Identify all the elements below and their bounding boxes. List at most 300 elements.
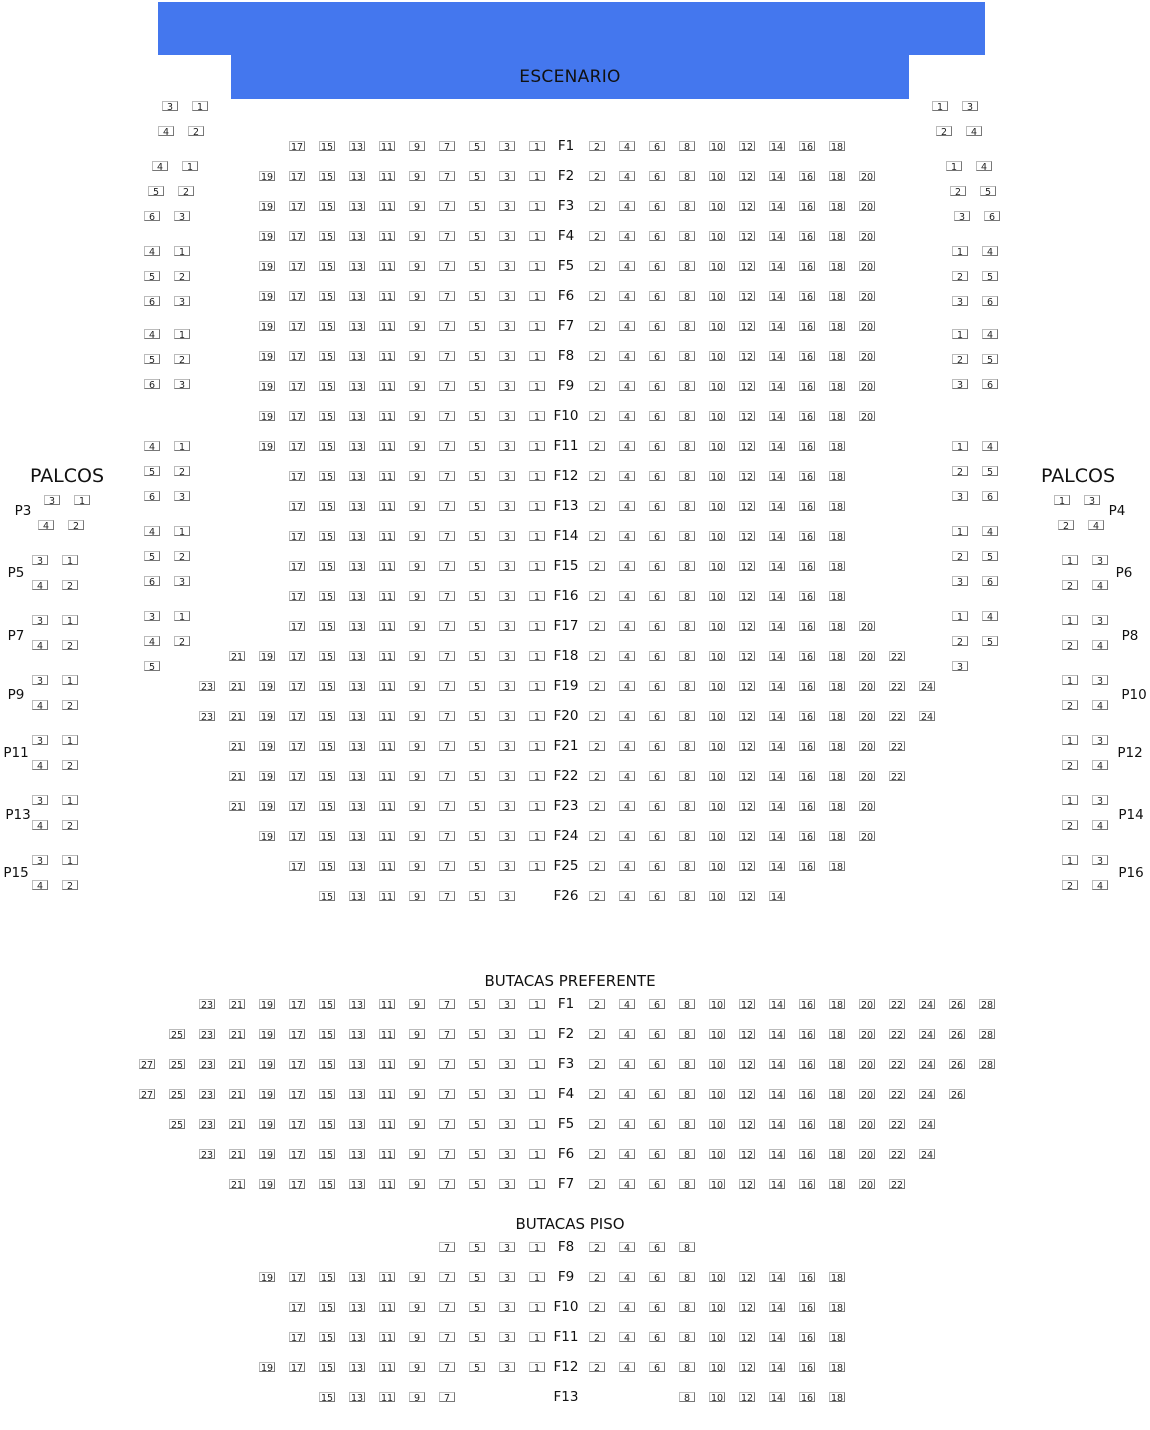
piso-seat[interactable]: 5	[469, 1242, 485, 1252]
preferente-seat[interactable]: 10	[710, 1060, 724, 1071]
platea-seat[interactable]: 1	[529, 351, 545, 361]
platea-seat[interactable]: 1	[529, 201, 545, 211]
platea-seat[interactable]: 15	[320, 712, 334, 723]
platea-seat[interactable]: 13	[350, 862, 364, 873]
platea-seat[interactable]: 12	[740, 142, 754, 153]
platea-seat[interactable]: 9	[409, 381, 425, 391]
platea-seat[interactable]: 5	[469, 861, 485, 871]
platea-seat[interactable]: 11	[380, 472, 394, 483]
platea-seat[interactable]: 16	[800, 142, 814, 153]
platea-seat[interactable]: 11	[380, 772, 394, 783]
platea-seat[interactable]: 3	[499, 291, 515, 301]
platea-seat[interactable]: 6	[649, 621, 665, 631]
platea-seat[interactable]: 1	[529, 681, 545, 691]
piso-seat[interactable]: 11	[380, 1363, 394, 1374]
piso-seat[interactable]: 4	[619, 1302, 635, 1312]
preferente-seat[interactable]: 15	[320, 1180, 334, 1191]
platea-seat[interactable]: 5	[469, 141, 485, 151]
platea-seat[interactable]: 7	[439, 561, 455, 571]
platea-seat[interactable]: 5	[469, 501, 485, 511]
piso-seat[interactable]: 8	[679, 1332, 695, 1342]
platea-seat[interactable]: 7	[439, 621, 455, 631]
preferente-seat[interactable]: 12	[740, 1090, 754, 1101]
platea-seat[interactable]: 1	[529, 591, 545, 601]
piso-seat[interactable]: 14	[770, 1363, 784, 1374]
platea-seat[interactable]: 20	[860, 682, 874, 693]
platea-seat[interactable]: 7	[439, 141, 455, 151]
platea-seat[interactable]: 1	[529, 471, 545, 481]
side-seat-left[interactable]: 5	[144, 466, 160, 476]
platea-seat[interactable]: 7	[439, 321, 455, 331]
platea-seat[interactable]: 10	[710, 202, 724, 213]
platea-seat[interactable]: 8	[679, 891, 695, 901]
platea-seat[interactable]: 22	[890, 712, 904, 723]
platea-seat[interactable]: 15	[320, 802, 334, 813]
platea-seat[interactable]: 4	[619, 471, 635, 481]
platea-seat[interactable]: 17	[290, 532, 304, 543]
platea-seat[interactable]: 9	[409, 201, 425, 211]
piso-seat[interactable]: 6	[649, 1242, 665, 1252]
platea-seat[interactable]: 13	[350, 652, 364, 663]
platea-seat[interactable]: 12	[740, 652, 754, 663]
platea-seat[interactable]: 12	[740, 232, 754, 243]
side-seat-left[interactable]: 5	[148, 186, 164, 196]
platea-seat[interactable]: 8	[679, 531, 695, 541]
side-seat-left[interactable]: 1	[182, 161, 198, 171]
palco-seat-left[interactable]: 2	[62, 760, 78, 770]
preferente-seat[interactable]: 3	[499, 1119, 515, 1129]
platea-seat[interactable]: 13	[350, 892, 364, 903]
platea-seat[interactable]: 6	[649, 501, 665, 511]
preferente-seat[interactable]: 10	[710, 1030, 724, 1041]
palco-seat-right[interactable]: 3	[1092, 735, 1108, 745]
platea-seat[interactable]: 17	[290, 442, 304, 453]
side-seat-right[interactable]: 4	[982, 611, 998, 621]
platea-seat[interactable]: 14	[770, 442, 784, 453]
piso-seat[interactable]: 1	[529, 1332, 545, 1342]
platea-seat[interactable]: 6	[649, 711, 665, 721]
platea-seat[interactable]: 1	[529, 711, 545, 721]
piso-seat[interactable]: 12	[740, 1333, 754, 1344]
side-seat-right[interactable]: 6	[982, 296, 998, 306]
platea-seat[interactable]: 4	[619, 861, 635, 871]
preferente-seat[interactable]: 15	[320, 1030, 334, 1041]
platea-seat[interactable]: 14	[770, 742, 784, 753]
platea-seat[interactable]: 13	[350, 292, 364, 303]
platea-seat[interactable]: 6	[649, 471, 665, 481]
side-seat-left[interactable]: 1	[174, 441, 190, 451]
platea-seat[interactable]: 18	[830, 592, 844, 603]
side-seat-left[interactable]: 4	[144, 329, 160, 339]
platea-seat[interactable]: 10	[710, 262, 724, 273]
platea-seat[interactable]: 17	[290, 142, 304, 153]
platea-seat[interactable]: 15	[320, 862, 334, 873]
preferente-seat[interactable]: 2	[589, 1089, 605, 1099]
platea-seat[interactable]: 19	[260, 802, 274, 813]
platea-seat[interactable]: 13	[350, 832, 364, 843]
platea-seat[interactable]: 15	[320, 292, 334, 303]
preferente-seat[interactable]: 28	[980, 1060, 994, 1071]
preferente-seat[interactable]: 22	[890, 1150, 904, 1161]
piso-seat[interactable]: 9	[409, 1392, 425, 1402]
palco-seat-right[interactable]: 1	[1062, 795, 1078, 805]
platea-seat[interactable]: 6	[649, 741, 665, 751]
platea-seat[interactable]: 7	[439, 171, 455, 181]
platea-seat[interactable]: 9	[409, 261, 425, 271]
palco-seat-right[interactable]: 1	[1062, 735, 1078, 745]
platea-seat[interactable]: 15	[320, 322, 334, 333]
platea-seat[interactable]: 3	[499, 501, 515, 511]
side-seat-left[interactable]: 4	[152, 161, 168, 171]
platea-seat[interactable]: 9	[409, 291, 425, 301]
preferente-seat[interactable]: 2	[589, 1029, 605, 1039]
platea-seat[interactable]: 16	[800, 802, 814, 813]
platea-seat[interactable]: 8	[679, 141, 695, 151]
side-seat-right[interactable]: 1	[946, 161, 962, 171]
platea-seat[interactable]: 11	[380, 622, 394, 633]
preferente-seat[interactable]: 6	[649, 999, 665, 1009]
preferente-seat[interactable]: 23	[200, 1120, 214, 1131]
platea-seat[interactable]: 12	[740, 622, 754, 633]
side-seat-right[interactable]: 2	[952, 636, 968, 646]
platea-seat[interactable]: 15	[320, 442, 334, 453]
side-seat-right[interactable]: 5	[982, 354, 998, 364]
preferente-seat[interactable]: 6	[649, 1089, 665, 1099]
preferente-seat[interactable]: 16	[800, 1180, 814, 1191]
platea-seat[interactable]: 11	[380, 682, 394, 693]
platea-seat[interactable]: 2	[589, 801, 605, 811]
preferente-seat[interactable]: 8	[679, 1179, 695, 1189]
platea-seat[interactable]: 18	[830, 712, 844, 723]
platea-seat[interactable]: 15	[320, 682, 334, 693]
piso-seat[interactable]: 8	[679, 1392, 695, 1402]
side-seat-right[interactable]: 4	[982, 441, 998, 451]
preferente-seat[interactable]: 14	[770, 1180, 784, 1191]
preferente-seat[interactable]: 16	[800, 1120, 814, 1131]
platea-seat[interactable]: 19	[260, 172, 274, 183]
palco-seat-right[interactable]: 3	[1092, 795, 1108, 805]
preferente-seat[interactable]: 5	[469, 1059, 485, 1069]
platea-seat[interactable]: 3	[499, 411, 515, 421]
piso-seat[interactable]: 4	[619, 1272, 635, 1282]
preferente-seat[interactable]: 11	[380, 1180, 394, 1191]
preferente-seat[interactable]: 5	[469, 1029, 485, 1039]
platea-seat[interactable]: 5	[469, 441, 485, 451]
platea-seat[interactable]: 18	[830, 262, 844, 273]
platea-seat[interactable]: 9	[409, 411, 425, 421]
platea-seat[interactable]: 14	[770, 322, 784, 333]
platea-seat[interactable]: 18	[830, 862, 844, 873]
platea-seat[interactable]: 8	[679, 681, 695, 691]
platea-seat[interactable]: 5	[469, 381, 485, 391]
platea-seat[interactable]: 12	[740, 202, 754, 213]
palco-seat-left[interactable]: 2	[62, 640, 78, 650]
palco-seat-right[interactable]: 4	[1088, 520, 1104, 530]
platea-seat[interactable]: 7	[439, 381, 455, 391]
platea-seat[interactable]: 3	[499, 621, 515, 631]
platea-seat[interactable]: 5	[469, 591, 485, 601]
palco-seat-right[interactable]: 2	[1062, 580, 1078, 590]
platea-seat[interactable]: 6	[649, 651, 665, 661]
preferente-seat[interactable]: 14	[770, 1120, 784, 1131]
platea-seat[interactable]: 4	[619, 171, 635, 181]
preferente-seat[interactable]: 22	[890, 1000, 904, 1011]
platea-seat[interactable]: 20	[860, 352, 874, 363]
platea-seat[interactable]: 11	[380, 142, 394, 153]
piso-seat[interactable]: 4	[619, 1332, 635, 1342]
platea-seat[interactable]: 2	[589, 651, 605, 661]
preferente-seat[interactable]: 19	[260, 1180, 274, 1191]
side-seat-left[interactable]: 3	[144, 611, 160, 621]
platea-seat[interactable]: 12	[740, 262, 754, 273]
platea-seat[interactable]: 1	[529, 411, 545, 421]
preferente-seat[interactable]: 9	[409, 1089, 425, 1099]
platea-seat[interactable]: 9	[409, 621, 425, 631]
platea-seat[interactable]: 15	[320, 772, 334, 783]
platea-seat[interactable]: 14	[770, 772, 784, 783]
preferente-seat[interactable]: 8	[679, 999, 695, 1009]
platea-seat[interactable]: 17	[290, 502, 304, 513]
platea-seat[interactable]: 7	[439, 711, 455, 721]
platea-seat[interactable]: 7	[439, 801, 455, 811]
platea-seat[interactable]: 20	[860, 322, 874, 333]
platea-seat[interactable]: 5	[469, 351, 485, 361]
platea-seat[interactable]: 3	[499, 201, 515, 211]
side-seat-left[interactable]: 2	[174, 551, 190, 561]
piso-seat[interactable]: 6	[649, 1302, 665, 1312]
piso-seat[interactable]: 1	[529, 1362, 545, 1372]
piso-seat[interactable]: 12	[740, 1363, 754, 1374]
platea-seat[interactable]: 1	[529, 561, 545, 571]
preferente-seat[interactable]: 24	[920, 1150, 934, 1161]
platea-seat[interactable]: 5	[469, 801, 485, 811]
side-seat-left[interactable]: 4	[144, 246, 160, 256]
piso-seat[interactable]: 14	[770, 1303, 784, 1314]
platea-seat[interactable]: 13	[350, 592, 364, 603]
preferente-seat[interactable]: 13	[350, 1030, 364, 1041]
preferente-seat[interactable]: 20	[860, 1060, 874, 1071]
platea-seat[interactable]: 5	[469, 171, 485, 181]
platea-seat[interactable]: 14	[770, 352, 784, 363]
side-seat-left[interactable]: 2	[188, 126, 204, 136]
side-seat-right[interactable]: 3	[952, 296, 968, 306]
preferente-seat[interactable]: 16	[800, 1090, 814, 1101]
platea-seat[interactable]: 13	[350, 412, 364, 423]
preferente-seat[interactable]: 1	[529, 999, 545, 1009]
side-seat-left[interactable]: 2	[178, 186, 194, 196]
platea-seat[interactable]: 3	[499, 471, 515, 481]
piso-seat[interactable]: 16	[800, 1363, 814, 1374]
preferente-seat[interactable]: 21	[230, 1060, 244, 1071]
preferente-seat[interactable]: 3	[499, 999, 515, 1009]
side-seat-right[interactable]: 1	[932, 101, 948, 111]
preferente-seat[interactable]: 13	[350, 1180, 364, 1191]
preferente-seat[interactable]: 22	[890, 1030, 904, 1041]
platea-seat[interactable]: 2	[589, 441, 605, 451]
platea-seat[interactable]: 11	[380, 202, 394, 213]
preferente-seat[interactable]: 11	[380, 1150, 394, 1161]
piso-seat[interactable]: 7	[439, 1242, 455, 1252]
palco-seat-right[interactable]: 4	[1092, 760, 1108, 770]
platea-seat[interactable]: 16	[800, 652, 814, 663]
piso-seat[interactable]: 8	[679, 1272, 695, 1282]
platea-seat[interactable]: 2	[589, 741, 605, 751]
piso-seat[interactable]: 6	[649, 1362, 665, 1372]
palco-seat-right[interactable]: 2	[1062, 820, 1078, 830]
preferente-seat[interactable]: 10	[710, 1120, 724, 1131]
piso-seat[interactable]: 5	[469, 1362, 485, 1372]
side-seat-left[interactable]: 6	[144, 379, 160, 389]
platea-seat[interactable]: 9	[409, 711, 425, 721]
preferente-seat[interactable]: 17	[290, 1150, 304, 1161]
platea-seat[interactable]: 9	[409, 861, 425, 871]
platea-seat[interactable]: 1	[529, 741, 545, 751]
platea-seat[interactable]: 5	[469, 651, 485, 661]
preferente-seat[interactable]: 10	[710, 1180, 724, 1191]
platea-seat[interactable]: 17	[290, 802, 304, 813]
platea-seat[interactable]: 10	[710, 712, 724, 723]
platea-seat[interactable]: 4	[619, 591, 635, 601]
platea-seat[interactable]: 14	[770, 232, 784, 243]
platea-seat[interactable]: 3	[499, 711, 515, 721]
preferente-seat[interactable]: 21	[230, 1180, 244, 1191]
platea-seat[interactable]: 16	[800, 742, 814, 753]
platea-seat[interactable]: 2	[589, 501, 605, 511]
preferente-seat[interactable]: 6	[649, 1179, 665, 1189]
platea-seat[interactable]: 12	[740, 772, 754, 783]
preferente-seat[interactable]: 24	[920, 1030, 934, 1041]
platea-seat[interactable]: 6	[649, 201, 665, 211]
platea-seat[interactable]: 10	[710, 292, 724, 303]
piso-seat[interactable]: 13	[350, 1303, 364, 1314]
platea-seat[interactable]: 5	[469, 891, 485, 901]
platea-seat[interactable]: 16	[800, 322, 814, 333]
palco-seat-right[interactable]: 2	[1062, 700, 1078, 710]
palco-seat-left[interactable]: 1	[62, 855, 78, 865]
preferente-seat[interactable]: 26	[950, 1000, 964, 1011]
palco-seat-left[interactable]: 1	[62, 675, 78, 685]
platea-seat[interactable]: 22	[890, 772, 904, 783]
palco-seat-left[interactable]: 3	[32, 555, 48, 565]
preferente-seat[interactable]: 4	[619, 1149, 635, 1159]
palco-seat-left[interactable]: 4	[32, 880, 48, 890]
platea-seat[interactable]: 17	[290, 772, 304, 783]
platea-seat[interactable]: 19	[260, 322, 274, 333]
preferente-seat[interactable]: 28	[980, 1030, 994, 1041]
preferente-seat[interactable]: 27	[140, 1060, 154, 1071]
platea-seat[interactable]: 16	[800, 232, 814, 243]
palco-seat-right[interactable]: 3	[1092, 555, 1108, 565]
platea-seat[interactable]: 10	[710, 352, 724, 363]
platea-seat[interactable]: 2	[589, 141, 605, 151]
palco-seat-left[interactable]: 2	[62, 820, 78, 830]
palco-seat-left[interactable]: 4	[32, 700, 48, 710]
platea-seat[interactable]: 8	[679, 201, 695, 211]
platea-seat[interactable]: 15	[320, 412, 334, 423]
preferente-seat[interactable]: 9	[409, 1119, 425, 1129]
platea-seat[interactable]: 12	[740, 442, 754, 453]
piso-seat[interactable]: 16	[800, 1333, 814, 1344]
platea-seat[interactable]: 11	[380, 442, 394, 453]
preferente-seat[interactable]: 12	[740, 1000, 754, 1011]
platea-seat[interactable]: 18	[830, 322, 844, 333]
platea-seat[interactable]: 6	[649, 891, 665, 901]
side-seat-left[interactable]: 6	[144, 296, 160, 306]
platea-seat[interactable]: 12	[740, 382, 754, 393]
platea-seat[interactable]: 11	[380, 502, 394, 513]
platea-seat[interactable]: 9	[409, 741, 425, 751]
platea-seat[interactable]: 11	[380, 652, 394, 663]
platea-seat[interactable]: 12	[740, 172, 754, 183]
platea-seat[interactable]: 11	[380, 232, 394, 243]
preferente-seat[interactable]: 26	[950, 1090, 964, 1101]
platea-seat[interactable]: 10	[710, 562, 724, 573]
platea-seat[interactable]: 19	[260, 442, 274, 453]
platea-seat[interactable]: 16	[800, 532, 814, 543]
platea-seat[interactable]: 17	[290, 682, 304, 693]
side-seat-left[interactable]: 5	[144, 354, 160, 364]
platea-seat[interactable]: 9	[409, 351, 425, 361]
platea-seat[interactable]: 14	[770, 622, 784, 633]
platea-seat[interactable]: 8	[679, 561, 695, 571]
platea-seat[interactable]: 9	[409, 441, 425, 451]
platea-seat[interactable]: 5	[469, 261, 485, 271]
platea-seat[interactable]: 6	[649, 141, 665, 151]
palco-seat-right[interactable]: 4	[1092, 580, 1108, 590]
preferente-seat[interactable]: 10	[710, 1090, 724, 1101]
platea-seat[interactable]: 1	[529, 381, 545, 391]
preferente-seat[interactable]: 12	[740, 1180, 754, 1191]
piso-seat[interactable]: 2	[589, 1272, 605, 1282]
platea-seat[interactable]: 12	[740, 592, 754, 603]
palco-seat-left[interactable]: 2	[68, 520, 84, 530]
palco-seat-left[interactable]: 4	[38, 520, 54, 530]
preferente-seat[interactable]: 20	[860, 1180, 874, 1191]
platea-seat[interactable]: 12	[740, 502, 754, 513]
platea-seat[interactable]: 18	[830, 772, 844, 783]
platea-seat[interactable]: 2	[589, 171, 605, 181]
preferente-seat[interactable]: 9	[409, 1179, 425, 1189]
platea-seat[interactable]: 5	[469, 621, 485, 631]
platea-seat[interactable]: 6	[649, 381, 665, 391]
platea-seat[interactable]: 6	[649, 771, 665, 781]
preferente-seat[interactable]: 23	[200, 1150, 214, 1161]
platea-seat[interactable]: 15	[320, 382, 334, 393]
palco-seat-left[interactable]: 2	[62, 880, 78, 890]
piso-seat[interactable]: 11	[380, 1273, 394, 1284]
piso-seat[interactable]: 18	[830, 1363, 844, 1374]
platea-seat[interactable]: 10	[710, 322, 724, 333]
palco-seat-right[interactable]: 1	[1062, 615, 1078, 625]
preferente-seat[interactable]: 7	[439, 1059, 455, 1069]
preferente-seat[interactable]: 18	[830, 1180, 844, 1191]
piso-seat[interactable]: 18	[830, 1393, 844, 1404]
platea-seat[interactable]: 8	[679, 411, 695, 421]
platea-seat[interactable]: 22	[890, 652, 904, 663]
platea-seat[interactable]: 8	[679, 261, 695, 271]
platea-seat[interactable]: 17	[290, 262, 304, 273]
side-seat-left[interactable]: 4	[144, 526, 160, 536]
platea-seat[interactable]: 8	[679, 861, 695, 871]
platea-seat[interactable]: 2	[589, 321, 605, 331]
platea-seat[interactable]: 4	[619, 681, 635, 691]
palco-seat-left[interactable]: 2	[62, 700, 78, 710]
platea-seat[interactable]: 19	[260, 382, 274, 393]
piso-seat[interactable]: 4	[619, 1362, 635, 1372]
palco-seat-right[interactable]: 1	[1062, 855, 1078, 865]
platea-seat[interactable]: 14	[770, 382, 784, 393]
side-seat-right[interactable]: 3	[952, 661, 968, 671]
